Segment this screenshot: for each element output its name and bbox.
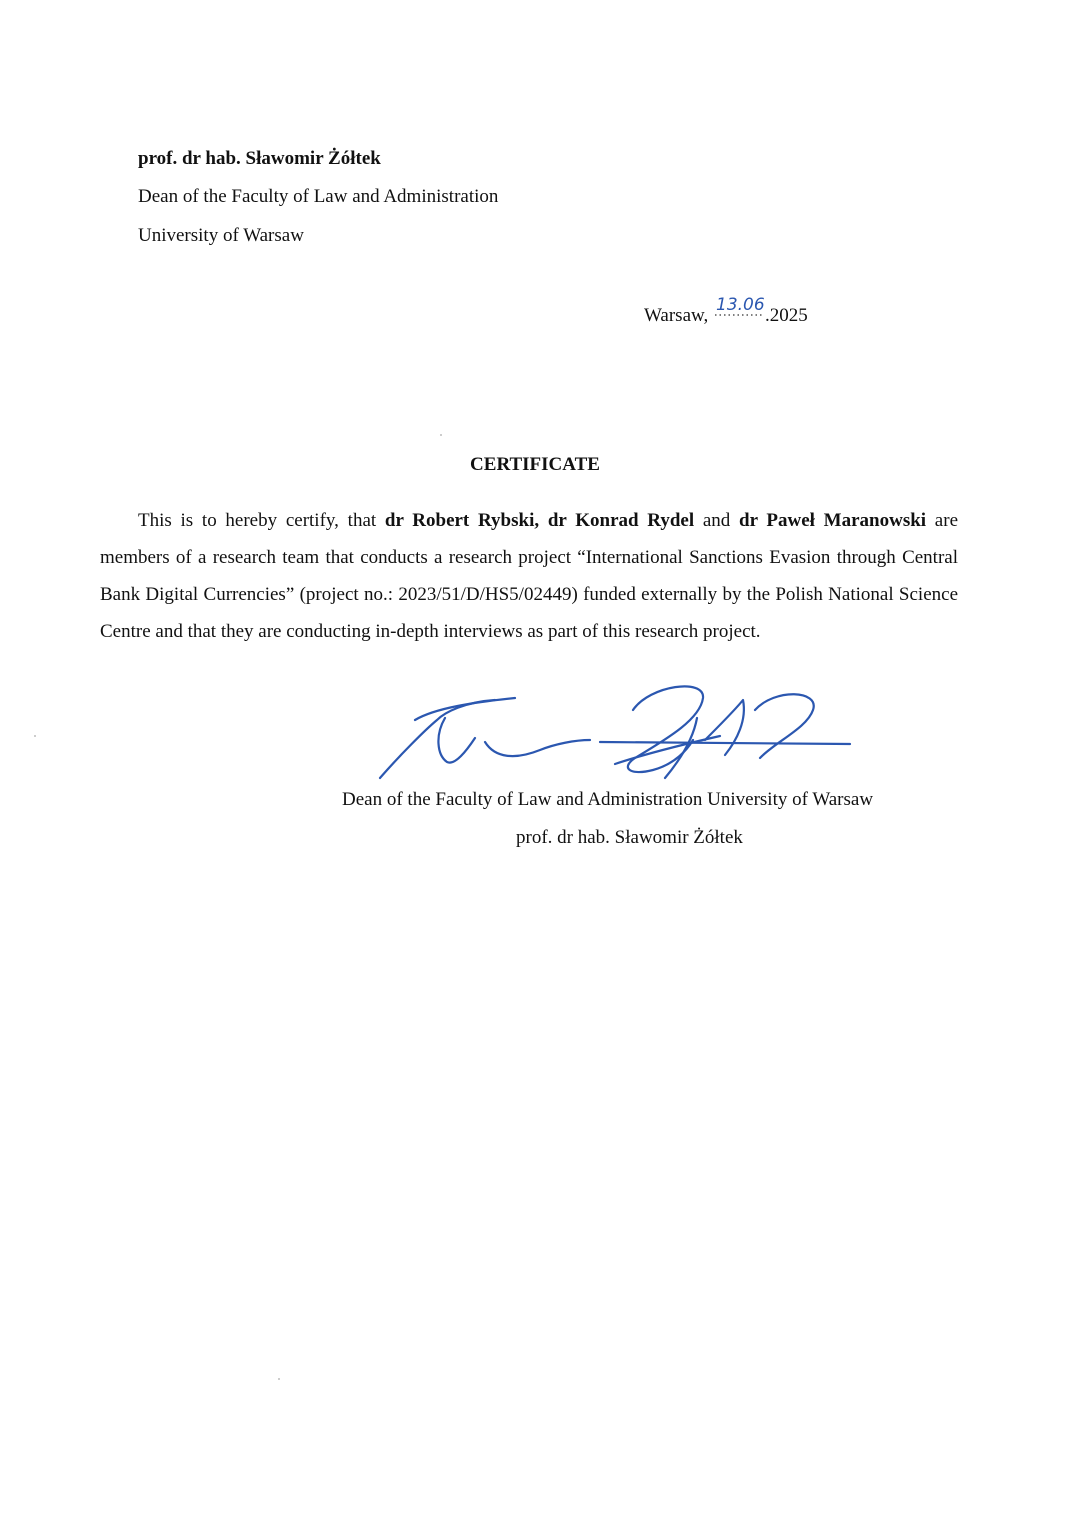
signature-stroke xyxy=(415,698,515,720)
signatory-role: Dean of the Faculty of Law and Administration University of Warsaw xyxy=(342,789,874,810)
date-prefix: Warsaw, xyxy=(644,305,713,326)
paper-speck xyxy=(34,735,36,737)
signature-stroke xyxy=(600,742,850,744)
sender-institution: University of Warsaw xyxy=(138,225,304,246)
paper-speck xyxy=(440,434,442,436)
signature xyxy=(375,680,855,790)
signature-stroke xyxy=(755,694,814,758)
signature-stroke xyxy=(615,736,720,764)
body-connector: and xyxy=(694,510,740,531)
certificate-body xyxy=(100,502,958,650)
signature-stroke xyxy=(485,740,590,756)
sender-position: Dean of the Faculty of Law and Administration xyxy=(138,186,499,207)
handwritten-date xyxy=(713,295,765,321)
signatory-name: prof. dr hab. Sławomir Żółtek xyxy=(516,827,743,848)
handwritten-date-text: 13.06 xyxy=(716,295,765,315)
body-intro: This is to hereby certify, that xyxy=(138,510,385,531)
date-year: .2025 xyxy=(765,305,808,326)
dotted-date-field xyxy=(713,293,765,319)
person-3: dr Paweł Maranowski xyxy=(739,510,927,531)
sender-name: prof. dr hab. Sławomir Żółtek xyxy=(138,148,381,169)
signature-stroke xyxy=(705,700,744,755)
paper-speck xyxy=(278,1378,280,1380)
person-1: dr Robert Rybski, xyxy=(384,510,540,531)
signature-stroke xyxy=(438,718,475,763)
date-line xyxy=(644,295,808,327)
person-2: dr Konrad Rydel xyxy=(547,510,695,531)
signature-stroke xyxy=(628,686,703,772)
certificate-title: CERTIFICATE xyxy=(470,454,600,475)
body-text: are members of a research team that conducts a research project “International Sanctions Evasion through Central Bank Digital Currencies” (project no.: 2023/51/D/HS5/02449) funded externally by the Polish National Science Centre and that they are conducting in-depth interviews as part of this research project. xyxy=(100,510,958,642)
